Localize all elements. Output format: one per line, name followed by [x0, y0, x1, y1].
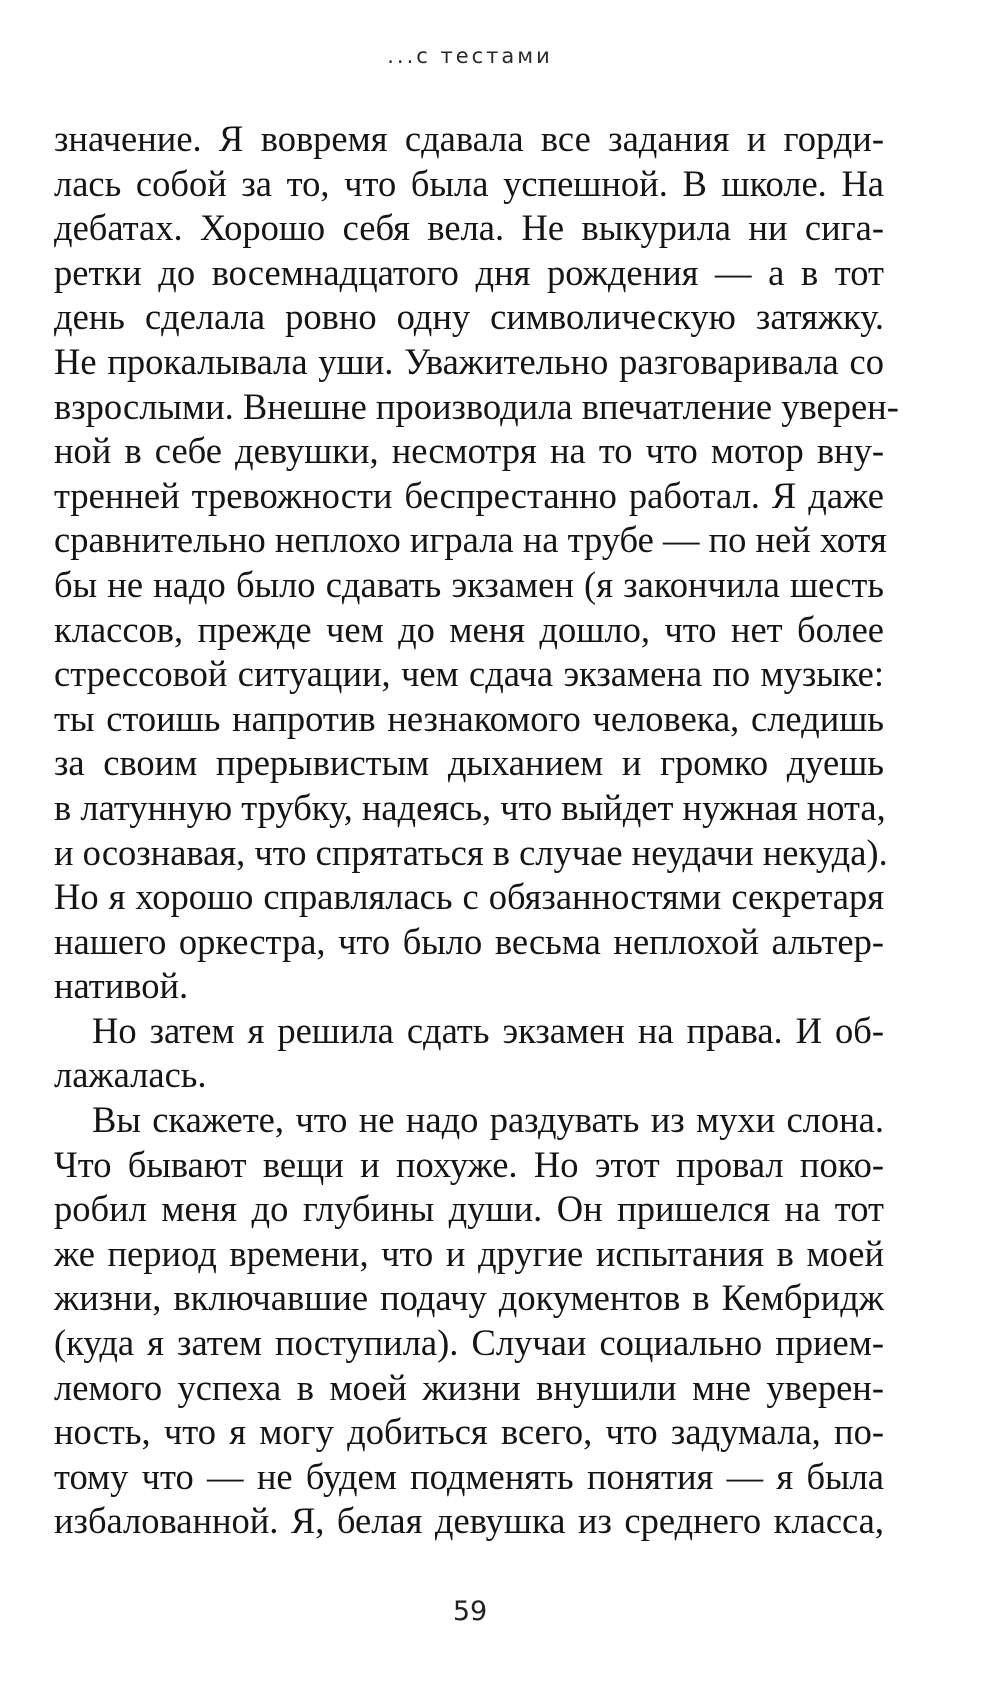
text-line: лась собой за то, что была успешной. В школе. На — [54, 162, 884, 204]
body-text — [54, 117, 899, 1544]
text-line: Вы скажете, что не надо раздувать из мухи слона. — [92, 1099, 884, 1141]
text-line: нашего оркестра, что было весьма неплохой альтер- — [54, 920, 884, 962]
text-line: (куда я затем поступила). Случаи социально прием- — [54, 1322, 884, 1364]
text-line: ретки до восемнадцатого дня рождения — а в тот — [54, 251, 884, 293]
text-line: Не прокалывала уши. Уважительно разговаривала со — [54, 340, 884, 382]
text-line: значение. Я вовремя сдавала все задания и горди- — [54, 118, 884, 159]
text-line: сравнительно неплохо играла на трубе — по ней хотя — [54, 519, 887, 561]
text-line: за своим прерывистым дыханием и громко дуешь — [54, 742, 884, 784]
text-line: Что бывают вещи и похуже. Но этот провал поко- — [54, 1143, 884, 1185]
text-line: тому что — не будем подменять понятия — я была — [54, 1455, 884, 1497]
text-line: робил меня до глубины души. Он пришелся на тот — [54, 1188, 884, 1230]
text-line: и осознавая, что спрятаться в случае неудачи некуда). — [54, 831, 888, 873]
text-line: взрослыми. Внешне производила впечатление уверен- — [54, 385, 899, 427]
text-line: ты стоишь напротив незнакомого человека, следишь — [54, 697, 884, 739]
text-line: день сделала ровно одну символическую затяжку. — [54, 296, 884, 338]
text-line: же период времени, что и другие испытания в моей — [54, 1232, 884, 1274]
text-line: лажалась. — [54, 1054, 207, 1096]
text-line: лемого успеха в моей жизни внушили мне уверен- — [54, 1366, 884, 1408]
text-line: ность, что я могу добиться всего, что задумала, по- — [54, 1411, 884, 1453]
text-line: классов, прежде чем до меня дошло, что нет более — [54, 608, 884, 650]
page-number: 59 — [452, 1596, 488, 1627]
text-line: дебатах. Хорошо себя вела. Не выкурила ни сига- — [54, 207, 884, 249]
text-line: бы не надо было сдавать экзамен (я закончила шесть — [54, 563, 884, 605]
text-line: избалованной. Я, белая девушка из среднего класса, — [54, 1500, 884, 1542]
text-line: ной в себе девушки, несмотря на то что мотор вну- — [54, 430, 884, 472]
text-line: в латунную трубку, надеясь, что выйдет нужная нота, — [54, 786, 886, 828]
text-line: нативой. — [54, 965, 189, 1007]
text-line: тренней тревожности беспрестанно работал. Я даже — [54, 474, 884, 516]
text-line: стрессовой ситуации, чем сдача экзамена по музыке: — [54, 653, 884, 695]
running-head: ...с тестами — [387, 44, 553, 68]
text-line: Но затем я решила сдать экзамен на права. И об- — [92, 1009, 884, 1051]
text-line: Но я хорошо справлялась с обязанностями секретаря — [54, 876, 884, 918]
text-line: жизни, включавшие подачу документов в Кембридж — [54, 1277, 884, 1319]
